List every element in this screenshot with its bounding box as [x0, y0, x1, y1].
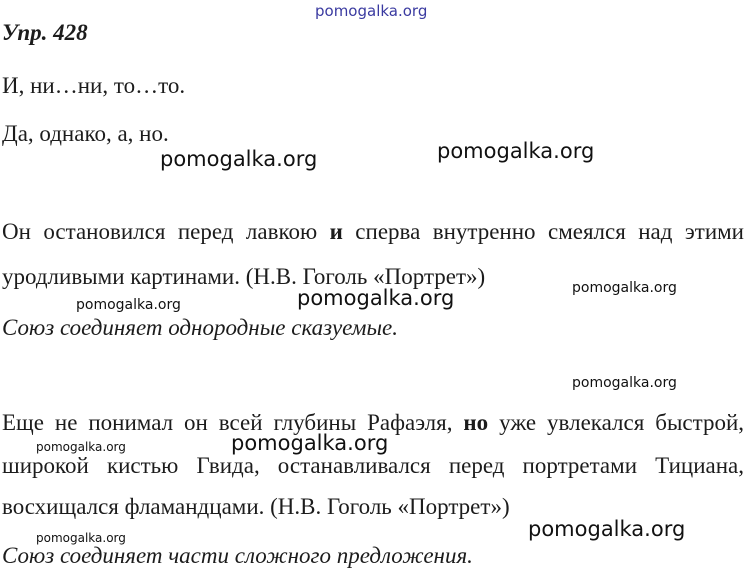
watermark-top: pomogalka.org — [315, 2, 428, 20]
example1-text-before: Он остановился перед лавкою — [2, 219, 330, 244]
watermark: pomogalka.org — [160, 147, 318, 171]
watermark: pomogalka.org — [36, 531, 126, 545]
example1-sentence-line-2: уродливыми картинами. (Н.В. Гоголь «Портрет») — [2, 264, 486, 289]
watermark: pomogalka.org — [76, 297, 181, 313]
example2-sentence-line-3: восхищался фламандцами. (Н.В. Гоголь «Портрет») — [2, 494, 510, 519]
watermark: pomogalka.org — [572, 280, 677, 296]
example2-comment: Союз соединяет части сложного предложения. — [2, 543, 473, 568]
exercise-title: Упр. 428 — [2, 20, 88, 45]
example2-sentence-line-2: широкой кистью Гвида, останавливался перед портретами Тициана, — [2, 453, 744, 478]
example1-comment: Союз соединяет однородные сказуемые. — [2, 315, 398, 340]
watermark: pomogalka.org — [437, 139, 595, 163]
watermark: pomogalka.org — [36, 440, 126, 454]
example2-text-before: Еще не понимал он всей глубины Рафаэля, — [2, 410, 464, 435]
conjunctions-line-2: Да, однако, а, но. — [2, 121, 169, 146]
conjunctions-line-1: И, ни…ни, то…то. — [2, 73, 186, 98]
example2-text-after: уже увлекался быстрой, — [488, 410, 745, 435]
watermark: pomogalka.org — [297, 286, 455, 310]
example1-conjunction: и — [329, 219, 343, 244]
example2-conjunction: но — [463, 410, 489, 435]
watermark: pomogalka.org — [528, 517, 686, 541]
example1-sentence-line-1 — [2, 218, 744, 246]
example1-text-after: сперва внутренно смеялся над этими — [342, 219, 744, 244]
watermark: pomogalka.org — [231, 431, 389, 455]
watermark: pomogalka.org — [572, 375, 677, 391]
